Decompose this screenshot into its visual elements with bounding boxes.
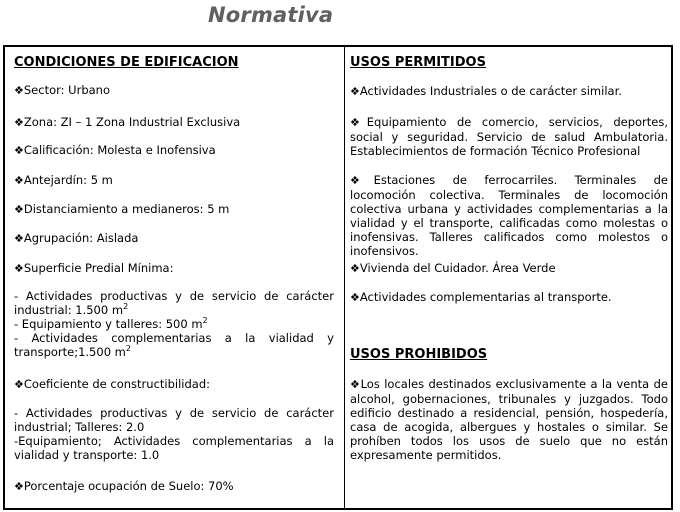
- column-divider: [344, 47, 346, 508]
- usos-prohibidos-heading: USOS PROHIBIDOS: [350, 347, 488, 362]
- permitido-item-estaciones: ❖Estaciones de ferrocarriles. Terminales de locomoción colectiva. Terminales de locomoción colectiva urbana y actividades complementarias a la vialidad y el transporte, calificadas como molestas o inofensivas. Talleres calificados como molestos o inofensivos.: [350, 173, 668, 258]
- superficie-item: [14, 261, 173, 276]
- calificacion-text: Calificación: Molesta e Inofensiva: [23, 143, 216, 157]
- distanciamiento-item: [14, 202, 229, 217]
- normativa-table: [3, 45, 673, 510]
- usos-permitidos-heading: USOS PERMITIDOS: [350, 55, 486, 70]
- permitido-item-industriales: ❖Actividades Industriales o de carácter similar.: [350, 84, 622, 98]
- superficie-item-complementarias: - Actividades complementarias a la vialidad y transporte;1.500 $m^2$: [14, 331, 334, 359]
- prohibido-item-locales: ❖Los locales destinados exclusivamente a la venta de alcohol, gobernaciones, tribunales y juzgados. Todo edificio destinado a residencial, pensión, hospedería, casa de acogida, albergues y hostales o similar. Se prohíben todos los usos de suelo que no están expresamente permitidos.: [350, 377, 668, 462]
- coeficiente-item-productivas: - Actividades productivas y de servicio de carácter industrial; Talleres: 2.0: [14, 406, 334, 434]
- diamond-bullet-icon: ❖: [350, 378, 361, 391]
- calificacion-item: [14, 143, 216, 158]
- coeficiente-item: [14, 377, 210, 392]
- coeficiente-item-equipamiento: -Equipamiento; Actividades complementarias a la vialidad y transporte: 1.0: [14, 434, 334, 462]
- zona-item: [14, 115, 240, 130]
- permitido-item-equipamiento: ❖Equipamiento de comercio, servicios, deportes, social y seguridad. Servicio de salud Ambulatoria. Establecimientos de formación Técnico Profesional: [350, 115, 668, 158]
- porcentaje-text: Porcentaje ocupación de Suelo: 70%: [23, 479, 234, 493]
- agrupacion-text: Agrupación: Aislada: [23, 231, 139, 245]
- diamond-bullet-icon: ❖: [350, 262, 360, 275]
- coeficiente-text: Coeficiente de constructibilidad:: [23, 377, 211, 391]
- superficie-text: Superficie Predial Mínima:: [23, 261, 174, 275]
- diamond-bullet-icon: ❖: [350, 85, 360, 98]
- antejardin-item: [14, 173, 113, 188]
- distanciamiento-text: Distanciamiento a medianeros: 5 m: [23, 202, 230, 216]
- permitido-item-vivienda: ❖Vivienda del Cuidador. Área Verde: [350, 261, 556, 275]
- diamond-bullet-icon: ❖: [350, 291, 360, 304]
- diamond-bullet-icon: ❖: [14, 262, 24, 275]
- porcentaje-item: [14, 479, 234, 494]
- permitido-item-transporte: ❖Actividades complementarias al transporte.: [350, 290, 612, 304]
- agrupacion-item: [14, 231, 138, 246]
- diamond-bullet-icon: ❖: [14, 232, 24, 245]
- sector-item: [14, 83, 110, 98]
- diamond-bullet-icon: ❖: [14, 174, 24, 187]
- diamond-bullet-icon: ❖: [14, 116, 24, 129]
- sector-text: Sector: Urbano: [23, 83, 110, 97]
- diamond-bullet-icon: ❖: [350, 174, 374, 187]
- diamond-bullet-icon: ❖: [14, 203, 24, 216]
- diamond-bullet-icon: ❖: [14, 378, 24, 391]
- condiciones-heading: CONDICIONES DE EDIFICACION: [14, 55, 239, 70]
- diamond-bullet-icon: ❖: [14, 144, 24, 157]
- diamond-bullet-icon: ❖: [14, 480, 24, 493]
- superficie-list: [14, 289, 334, 359]
- zona-text: Zona: ZI – 1 Zona Industrial Exclusiva: [23, 115, 241, 129]
- coeficiente-list: [14, 406, 334, 462]
- page-title: Normativa: [208, 3, 334, 27]
- diamond-bullet-icon: ❖: [350, 116, 367, 129]
- antejardin-text: Antejardín: 5 m: [23, 173, 113, 187]
- diamond-bullet-icon: ❖: [14, 84, 24, 97]
- superficie-item-equipamiento: - Equipamiento y talleres: 500 $m^2$: [14, 316, 208, 331]
- superficie-item-productivas: - Actividades productivas y de servicio de carácter industrial: 1.500 $m^2$: [14, 289, 334, 317]
